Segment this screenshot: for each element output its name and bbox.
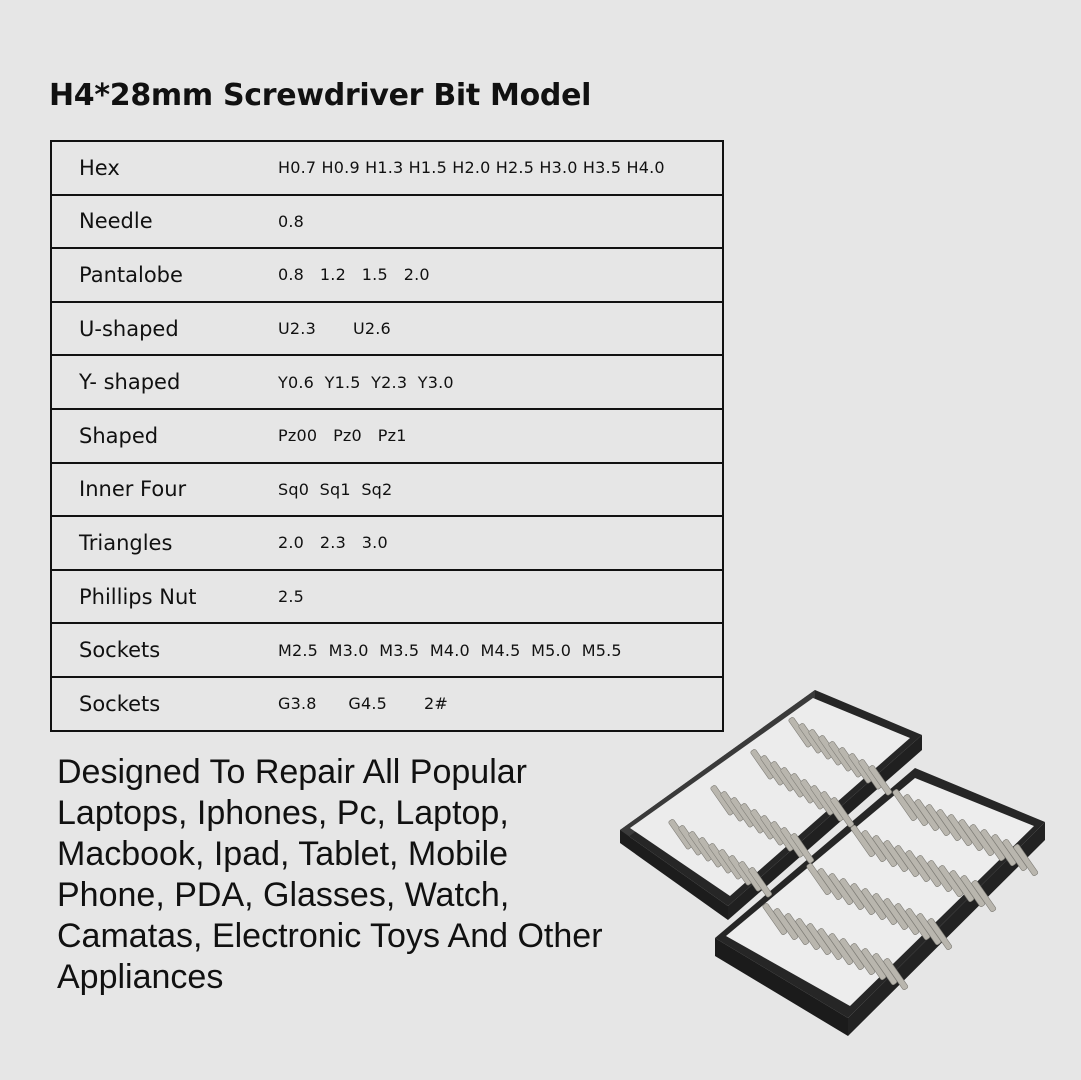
table-row bbox=[52, 571, 722, 625]
table-row bbox=[52, 356, 722, 410]
row-values: 0.8 1.2 1.5 2.0 bbox=[278, 265, 430, 285]
row-values: 2.5 bbox=[278, 587, 305, 607]
table-row bbox=[52, 517, 722, 571]
table-row bbox=[52, 196, 722, 250]
row-values: 0.8 bbox=[278, 211, 305, 231]
table-row bbox=[52, 624, 722, 678]
row-label: Sockets bbox=[79, 691, 161, 716]
table-row bbox=[52, 464, 722, 518]
row-label: Shaped bbox=[79, 423, 159, 448]
row-label: Hex bbox=[79, 155, 120, 180]
bit-model-table bbox=[50, 140, 724, 732]
page-title: H4*28mm Screwdriver Bit Model bbox=[49, 78, 592, 113]
row-label: Triangles bbox=[79, 530, 173, 555]
row-label: Needle bbox=[79, 209, 153, 234]
row-label: Sockets bbox=[79, 638, 161, 663]
table-row bbox=[52, 249, 722, 303]
table-row bbox=[52, 303, 722, 357]
row-values: Pz00 Pz0 Pz1 bbox=[278, 426, 407, 446]
bit-set-case-image bbox=[610, 680, 1060, 1050]
row-label: Pantalobe bbox=[79, 262, 183, 287]
row-label: Phillips Nut bbox=[79, 584, 197, 609]
table-row bbox=[52, 410, 722, 464]
row-label: U-shaped bbox=[79, 316, 179, 341]
row-values: H0.7 H0.9 H1.3 H1.5 H2.0 H2.5 H3.0 H3.5 H4.0 bbox=[278, 158, 665, 178]
row-label: Inner Four bbox=[79, 477, 187, 502]
compatibility-description: Designed To Repair All Popular Laptops, Iphones, Pc, Laptop, Macbook, Ipad, Tablet, Mobile Phone, PDA, Glasses, Watch, Camatas, Electronic Toys And Other Appliances bbox=[57, 753, 603, 996]
row-values: M2.5 M3.0 M3.5 M4.0 M4.5 M5.0 M5.5 bbox=[278, 640, 622, 660]
row-values: Sq0 Sq1 Sq2 bbox=[278, 479, 393, 499]
row-label: Y- shaped bbox=[79, 370, 181, 395]
row-values: 2.0 2.3 3.0 bbox=[278, 533, 388, 553]
row-values: Y0.6 Y1.5 Y2.3 Y3.0 bbox=[278, 372, 454, 392]
row-values: G3.8 G4.5 2# bbox=[278, 694, 448, 714]
table-row bbox=[52, 142, 722, 196]
row-values: U2.3 U2.6 bbox=[278, 319, 391, 339]
